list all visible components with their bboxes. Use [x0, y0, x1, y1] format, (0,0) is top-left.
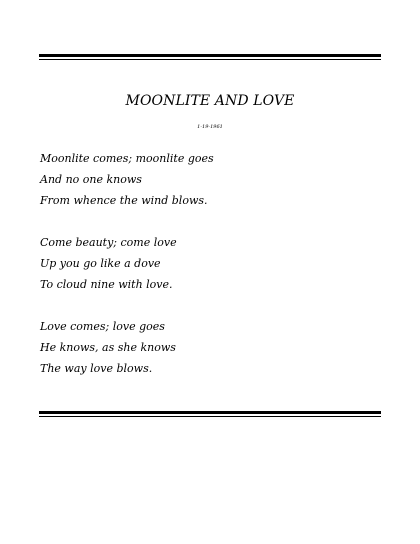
poem-line: He knows, as she knows: [40, 341, 176, 354]
top-double-rule: [39, 54, 381, 60]
top-rule-thin-line: [39, 59, 381, 60]
poem-line: To cloud nine with love.: [40, 278, 173, 291]
poem-line: The way love blows.: [40, 362, 153, 375]
top-rule-thick-line: [39, 54, 381, 57]
poem-line: Love comes; love goes: [40, 320, 165, 333]
poem-line: And no one knows: [40, 173, 142, 186]
poem-title: MOONLITE AND LOVE: [125, 93, 295, 109]
poem-body: [40, 152, 214, 404]
poem-date: 1-19-1961: [197, 124, 223, 130]
stanza-2: [40, 236, 214, 299]
poem-line: Moonlite comes; moonlite goes: [40, 152, 214, 165]
stanza-3: [40, 320, 214, 383]
stanza-1: [40, 152, 214, 215]
bottom-rule-thick-line: [39, 411, 381, 414]
bottom-double-rule: [39, 411, 381, 417]
poem-line: Come beauty; come love: [40, 236, 177, 249]
bottom-rule-thin-line: [39, 416, 381, 417]
poem-line: From whence the wind blows.: [40, 194, 208, 207]
poem-line: Up you go like a dove: [40, 257, 161, 270]
